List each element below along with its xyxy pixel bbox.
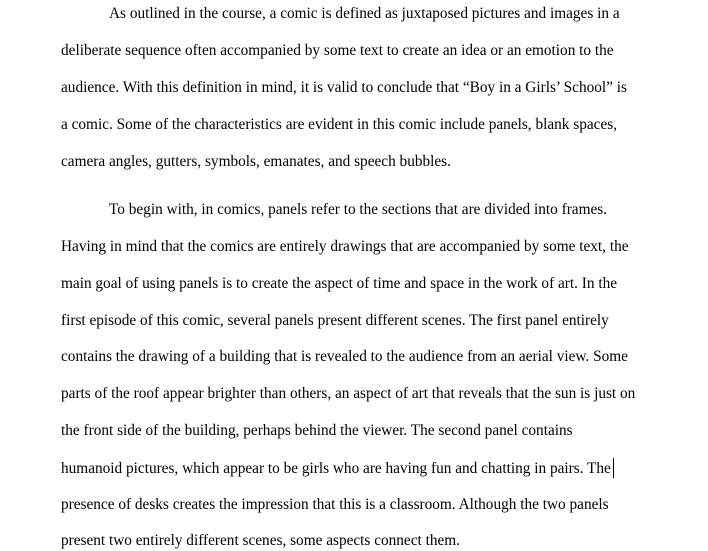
paragraph-2-line-7: the front side of the building, perhaps behind the viewer. The second panel contains [61,422,573,439]
paragraph-2-line-10: present two entirely different scenes, some aspects connect them. [61,532,460,549]
paragraph-2-line-1: To begin with, in comics, panels refer to the sections that are divided into frames. [109,201,608,218]
paragraph-1-line-3: audience. With this definition in mind, it is valid to conclude that “Boy in a Girls’ School” is [61,79,627,96]
paragraph-2-line-5: contains the drawing of a building that is revealed to the audience from an aerial view. Some [61,348,628,365]
paragraph-1-line-4: a comic. Some of the characteristics are evident in this comic include panels, blank spaces, [61,116,618,133]
paragraph-2-line-8 [61,458,614,479]
paragraph-1-line-5: camera angles, gutters, symbols, emanates, and speech bubbles. [61,153,451,170]
paragraph-1-line-2: deliberate sequence often accompanied by some text to create an idea or an emotion to the [61,42,614,59]
paragraph-2-line-9: presence of desks creates the impression that this is a classroom. Although the two panels [61,496,609,513]
text-cursor [613,458,614,478]
paragraph-2-line-2: Having in mind that the comics are entirely drawings that are accompanied by some text, the [61,238,629,255]
paragraph-2-line-4: first episode of this comic, several panels present different scenes. The first panel entirely [61,312,609,329]
paragraph-2-line-8-text: humanoid pictures, which appear to be girls who are having fun and chatting in pairs. The [61,460,611,477]
paragraph-1-line-1: As outlined in the course, a comic is defined as juxtaposed pictures and images in a [109,5,620,22]
paragraph-2-line-6: parts of the roof appear brighter than others, an aspect of art that reveals that the sun is just on [61,385,636,402]
paragraph-2-line-3: main goal of using panels is to create the aspect of time and space in the work of art. In the [61,275,618,292]
